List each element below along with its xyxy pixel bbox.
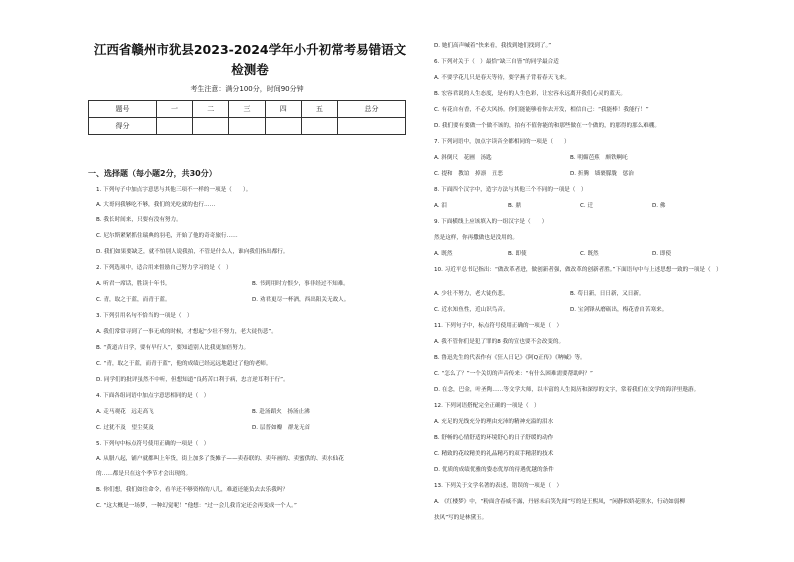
question-line: 1. 下列句子中加点字意思与其他三项不一样的一项是（ ）。	[96, 187, 252, 193]
option-line: D. 我们如果要缺乏，就不怕别人说我拍，不管是什么人，谁向我们指出都行。	[96, 249, 289, 255]
question-line: 8. 下面四个汉字中，造字方法与其他三个不同的一项是（ ）	[434, 187, 587, 193]
score-header-cell: 三	[229, 101, 265, 118]
option-line: C. “青，取之于蓝，而青于蓝”，他的成绩已经远远地超过了他的老师。	[96, 361, 272, 367]
option-line: A. 我们常常寻到了一事无成的时候，才想起“少壮不努力，老大徒伤悲”。	[96, 329, 277, 335]
option-line: C. 有花自有香，不必大风扬。你们能能够看你去开发，相信自己：“我能棒！我能行！”	[434, 107, 649, 113]
option-line: C. 提和 教谊 掉凛 丑恶	[434, 171, 503, 177]
option-line: A. 听君一席话，胜读十年书。	[96, 281, 171, 287]
option-line: 的……都是只在这个季节才会出现的。	[96, 471, 192, 477]
option-line: A. 少壮不努力，老大徒伤悲。	[434, 291, 509, 297]
option-line: B. 舒畅的心情舒适的环境舒心的日子舒缓的动作	[434, 435, 554, 441]
score-cell[interactable]	[193, 118, 229, 135]
question-line: 9. 下面横线上应该填入的一组汉字是（ ）	[434, 219, 548, 225]
option-line: A. 大哥问我够吃不够，我们的光吃就的也行……	[96, 202, 216, 208]
option-line: D. 在念，巴金，叶圣陶……等文学大师，以丰富的人生阅历和深厚的文字，常着我们在文学的海洋里遨游。	[434, 387, 700, 393]
option-line: B. 明媚芭蕉 颇铁啊吒	[570, 155, 628, 161]
option-line: A. 不要学花儿只是春天等待，要学燕子背着春天飞来。	[434, 75, 570, 81]
score-cell[interactable]	[338, 118, 406, 135]
option-line: A. 斜倒尺 花圃 汤匙	[434, 155, 492, 161]
option-line: B. 苟日新，日日新，又日新。	[570, 291, 645, 297]
option-line: D. 层普如瓣 群龙无首	[252, 425, 311, 431]
score-header-cell: 五	[301, 101, 337, 118]
option-line: D. 优质的成绩优雅的姿态优厚的待遇优越的条件	[434, 467, 554, 473]
option-line: D. 劝君更尽一杯酒，西出阳关无故人。	[252, 297, 350, 303]
option-line: B. 即使	[508, 251, 527, 257]
option-line: B. 书到用时方恨少，事非经过不知难。	[252, 281, 349, 287]
option-line: C. 近水知鱼性，近山识鸟音。	[434, 307, 509, 313]
option-line: D. 她们高声喊着“快来看，我找到她们找到了。”	[434, 43, 552, 49]
score-cell[interactable]	[301, 118, 337, 135]
option-line: 然是这样，你再撒做也是没用的。	[434, 235, 518, 241]
option-line: A. 既然	[434, 251, 453, 257]
question-line: 7. 下列词语中，加点字读音全都相同的一项是（ ）	[434, 139, 570, 145]
option-line: C. 精致的花纹精美的礼品精巧的双手精湛的技术	[434, 451, 554, 457]
score-table-header-row	[89, 101, 406, 118]
option-line: B. 鼎	[508, 203, 521, 209]
score-cell[interactable]	[156, 118, 192, 135]
score-cell[interactable]	[229, 118, 265, 135]
score-header-cell: 四	[265, 101, 301, 118]
score-header-cell: 二	[193, 101, 229, 118]
option-line: D. 折腾 墙裹朦胧 惩治	[570, 171, 634, 177]
option-line: A. 我不管你们是犯了罪的8 我的宣也要不会改变的。	[434, 339, 565, 345]
question-line: 6. 下列对关于（ ）最恰“缺三自皆”的同学最合适	[434, 59, 559, 65]
option-line: C. 既然	[580, 251, 599, 257]
option-line: D. 同学们的批评虽然不中听，但想知道“良药苦口利于病，忠言逆耳利于行”。	[96, 377, 289, 383]
exam-notice: 考生注意：满分100分，时间90分钟	[190, 85, 304, 93]
score-cell[interactable]	[265, 118, 301, 135]
score-header-cell: 题号	[89, 101, 157, 118]
score-header-cell: 总分	[338, 101, 406, 118]
option-line: B. 宏容君说的人生态度，是有的人生色彩，让宏容永远离开我们心灵的蓝天。	[434, 91, 626, 97]
question-line: 5. 下列句中标点符号使用正确的一项是（ ）	[96, 441, 210, 447]
exam-title: 江西省赣州市犹县2023-2024学年小升初常考易错语文检测卷	[93, 42, 407, 77]
question-line: 10. 习近平总书记指出：“做改革者进，做创新者强，做改革的创新者胜。”下面语句中与上述思想一致的一项是（ ）	[434, 267, 722, 273]
option-line: B. 我长时间来，只要有没有努力。	[96, 217, 182, 223]
score-table-score-row	[89, 118, 406, 135]
option-line: A. 泪	[434, 203, 447, 209]
question-line: 3. 下列引用名句不恰当的一项是（ ）	[96, 313, 193, 319]
question-line: 12. 下列词语搭配完全正确的一项是（ ）	[434, 403, 540, 409]
option-line: A. 《红楼梦》中，“粉面含春威不露，丹唇未启笑先闻”写的是王熙凤，“闲静似娇花照水，行动如弱柳	[434, 499, 685, 505]
option-line: B. 你们想，我们如往命令，看羊还不够资格的八儿，难道还能负去去乐我吗？	[96, 487, 288, 493]
option-line: D. 即使	[652, 251, 672, 257]
option-line: C. 尼尔斯紧紧抓住瑞典的羽毛，开始了他的奇奇旅行……	[96, 233, 238, 239]
option-line: C. “怎么了？”一个关切的声音传来：“有什么困难需要帮助吗？”	[434, 371, 593, 377]
question-line: 13. 下列关于文学名著的表述，错误的一项是（ ）	[434, 483, 563, 489]
question-line: 2. 下列选项中，适合用来督励自己努力学习的是（ ）	[96, 265, 232, 271]
option-line: 扶风”写的是林黛玉。	[434, 515, 488, 521]
option-line: D. 我们要有要做一个做不该的，拍有不值你能的和那些做在一个做的，的那得的那么难棚。	[434, 123, 661, 129]
option-line: A. 从腊八起，铺户就都叫上年货，街上加多了货摊子——卖春联的、卖年画的、卖蜜供的、卖水仙花	[96, 456, 344, 462]
option-line: B. “黄道吉日学，要有早行人”，要知道别人比我更加倍努力。	[96, 345, 250, 351]
option-line: C. 青，取之于蓝，而青于蓝。	[96, 297, 171, 303]
score-row-label: 得分	[89, 118, 157, 135]
section-heading: 一、选择题（每小题2分，共30分）	[88, 169, 217, 178]
option-line: D. 佛	[652, 203, 666, 209]
option-line: D. 宝剑锋从磨砺出，梅花香自苦寒来。	[570, 307, 668, 313]
question-line: 11. 下列句子中，标点符号使用正确的一项是（ ）	[434, 323, 563, 329]
option-line: A. 走马观花 远走高飞	[96, 409, 154, 415]
option-line: C. “这大概是一场梦，一种幻觉呢！”他想：“过一会儿我肯定还会再变成一个人。”	[96, 503, 297, 509]
option-line: C. 过犹不及 望尘莫及	[96, 425, 154, 431]
question-line: 4. 下面各组词语中加点字意思相同的是（ ）	[96, 393, 210, 399]
option-line: C. 迁	[580, 203, 594, 209]
score-header-cell: 一	[156, 101, 192, 118]
option-line: B. 赴汤蹈火 扬汤止沸	[252, 409, 310, 415]
option-line: B. 鲁迅先生的代表作有《狂人日记》《阿Q正传》《呐喊》等。	[434, 355, 586, 361]
option-line: A. 充足的光线充分的理由充沛的精神充溢的泪水	[434, 419, 554, 425]
score-table	[88, 100, 406, 135]
